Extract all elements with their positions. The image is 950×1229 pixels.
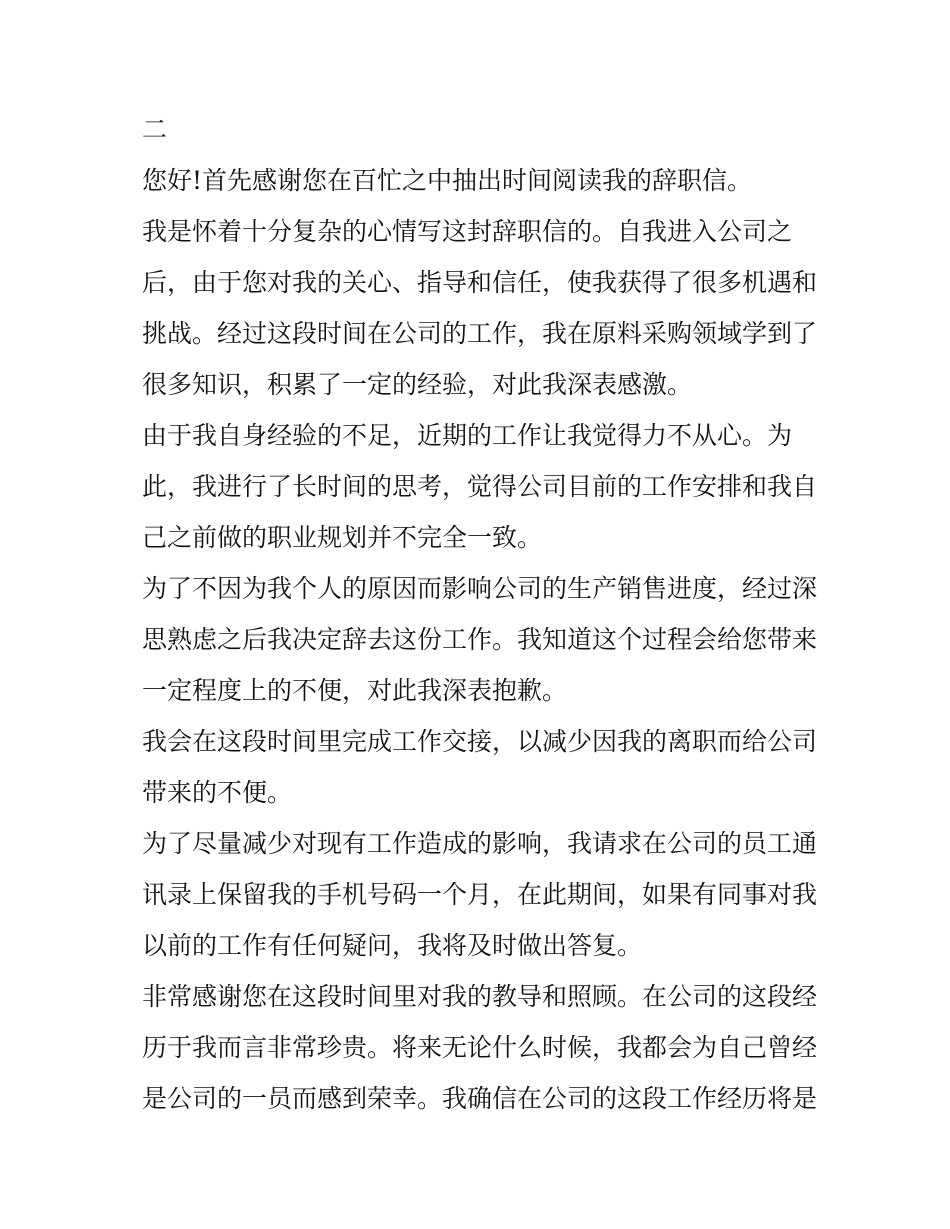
text-line: 己之前做的职业规划并不完全一致。 [142, 523, 543, 552]
text-line: 您好!首先感谢您在百忙之中抽出时间阅读我的辞职信。 [142, 166, 753, 195]
text-line: 由于我自身经验的不足，近期的工作让我觉得力不从心。为 [142, 421, 793, 450]
text-line: 非常感谢您在这段时间里对我的教导和照顾。在公司的这段经 [142, 982, 818, 1011]
text-line: 很多知识，积累了一定的经验，对此我深表感激。 [142, 370, 693, 399]
text-line: 一定程度上的不便，对此我深表抱歉。 [142, 676, 568, 705]
text-line: 为了不因为我个人的原因而影响公司的生产销售进度，经过深 [142, 574, 818, 603]
letter-body [142, 104, 822, 1124]
text-line: 后，由于您对我的关心、指导和信任，使我获得了很多机遇和 [142, 268, 818, 297]
text-line: 历于我而言非常珍贵。将来无论什么时候，我都会为自己曾经 [142, 1033, 818, 1062]
text-line: 挑战。经过这段时间在公司的工作，我在原料采购领域学到了 [142, 319, 818, 348]
text-line: 我会在这段时间里完成工作交接，以减少因我的离职而给公司 [142, 727, 818, 756]
text-line: 带来的不便。 [142, 778, 293, 807]
text-line: 此，我进行了长时间的思考，觉得公司目前的工作安排和我自 [142, 472, 818, 501]
text-line: 我是怀着十分复杂的心情写这封辞职信的。自我进入公司之 [142, 217, 793, 246]
text-line: 是公司的一员而感到荣幸。我确信在公司的这段工作经历将是 [142, 1084, 818, 1113]
text-line: 思熟虑之后我决定辞去这份工作。我知道这个过程会给您带来 [142, 625, 818, 654]
text-line: 讯录上保留我的手机号码一个月，在此期间，如果有同事对我 [142, 880, 818, 909]
section-number: 二 [142, 115, 168, 144]
text-line: 以前的工作有任何疑问，我将及时做出答复。 [142, 931, 643, 960]
text-line: 为了尽量减少对现有工作造成的影响，我请求在公司的员工通 [142, 829, 818, 858]
